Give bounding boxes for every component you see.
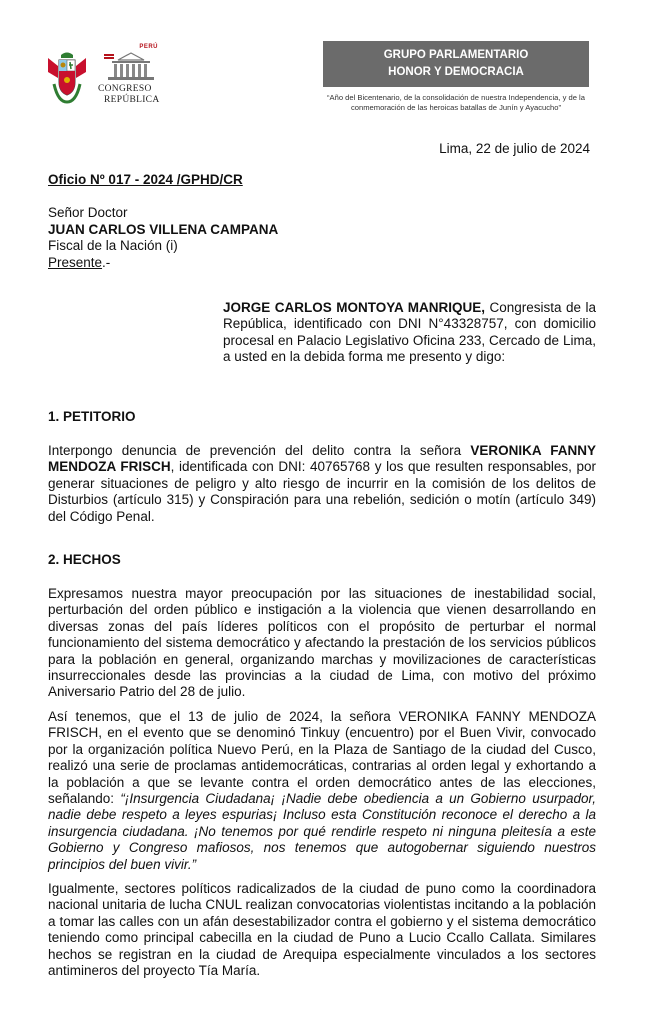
addressee-salutation: Señor Doctor: [48, 205, 128, 220]
presente-word: Presente: [48, 254, 103, 270]
group-line2: HONOR Y DEMOCRACIA: [388, 66, 524, 78]
section-title-hechos: 2. HECHOS: [48, 552, 121, 567]
presente-suffix: .-: [102, 254, 111, 270]
intro-sender-name: JORGE CARLOS MONTOYA MANRIQUE,: [223, 300, 485, 315]
petitorio-accused-name: VERONIKA FANNY MENDOZA FRISCH: [48, 443, 597, 475]
year-motto: “Año del Bicentenario, de la consolidación de nuestra Independencia, y de la conmemoración de las heroicas batallas de Junín y Ayacucho”: [327, 93, 585, 112]
addressee-name: JUAN CARLOS VILLENA CAMPANA: [48, 221, 279, 237]
congreso-logo-line2: REPÚBLICA: [104, 95, 160, 105]
hechos-paragraph-2: [48, 709, 596, 873]
congreso-logo-tag: PERÚ: [139, 44, 158, 50]
petitorio-paragraph: [48, 443, 596, 525]
document-date: Lima, 22 de julio de 2024: [439, 141, 590, 156]
hechos-paragraph-1: Expresamos nuestra mayor preocupación por las situaciones de inestabilidad social, perturbación del orden público e instigación a la violencia que vienen desarrollando en diversas zonas del país líderes políticos con el propósito de perturbar el normal funcionamiento del sistema democrático y afectando la prestación de los servicios públicos para la población en general, organizando marchas y movilizaciones de características insurreccionales desde las provincias a la ciudad de Lima, con motivo del próximo Aniversario Patrio del 28 de julio.: [48, 586, 596, 700]
header-logos: [44, 44, 164, 106]
hechos-p2-quote: “¡Insurgencia Ciudadana¡ ¡Nadie debe obediencia a un Gobierno usurpador, nadie debe respeto a leyes espurias¡ Incluso esta Constitución reconoce el derecho a la insurgencia ciudadana. ¡No tenemos por qué rendirle respeto ni ninguna pleitesía a este Gobierno y Congreso mafiosos, nos tenemos que autogobernar siguiendo nuestros principios del buen vivir.”: [48, 791, 596, 872]
hechos-paragraph-3: Igualmente, sectores políticos radicalizados de la ciudad de puno como la coordinadora nacional unitaria de lucha CNUL realizan convocatorias violentistas incitando a la población a tomar las calles con un afán desestabilizador contra el gobierno y el sistema democrático teniendo como principal cabecilla en la ciudad de Puno a Lucio Ccallo Callata. Similares hechos se registran en la ciudad de Arequipa especialmente vinculados a los sectores antimineros del proyecto Tía María.: [48, 881, 596, 979]
parliamentary-group-banner: [323, 41, 589, 87]
section-title-petitorio: 1. PETITORIO: [48, 409, 136, 424]
congreso-logo: [96, 44, 166, 106]
intro-paragraph: [223, 300, 596, 366]
addressee-position: Fiscal de la Nación (i): [48, 238, 178, 253]
oficio-number: Oficio Nº 017 - 2024 /GPHD/CR: [48, 172, 243, 187]
group-line1: GRUPO PARLAMENTARIO: [383, 49, 529, 61]
congress-building-icon: [98, 50, 164, 82]
addressee-block: [48, 205, 278, 271]
intro-text: Congresista de la República, identificado con DNI N°43328757, con domicilio procesal en Palacio Legislativo Oficina 233, Cercado de Lima, a usted en la debida forma me presento y digo:: [223, 300, 596, 365]
congreso-logo-line1: CONGRESO: [98, 84, 152, 94]
petitorio-text-a: Interpongo denuncia de prevención del delito contra la señora: [48, 443, 471, 458]
addressee-presente: [48, 255, 278, 272]
hechos-p2-text: Así tenemos, que el 13 de julio de 2024, la señora VERONIKA FANNY MENDOZA FRISCH, en el evento que se denominó Tinkuy (encuentro) por el Buen Vivir, convocado por la organización política Nuevo Perú, en la Plaza de Santiago de la ciudad del Cusco, realizó una serie de proclamas antidemocráticas, contrarias al orden legal y exhortando a la población a que se levante contra el orden democrático antes de las elecciones, señalando:: [48, 709, 596, 807]
peru-coat-of-arms-icon: [44, 48, 90, 104]
petitorio-text-b: , identificada con DNI: 40765768 y los que resulten responsables, por generar situaciones de peligro y alto riesgo de incurrir en la comisión de los delitos de Disturbios (artículo 315) y Conspiración para una rebelión, sedición o motín (artículo 349) del Código Penal.: [48, 459, 596, 524]
